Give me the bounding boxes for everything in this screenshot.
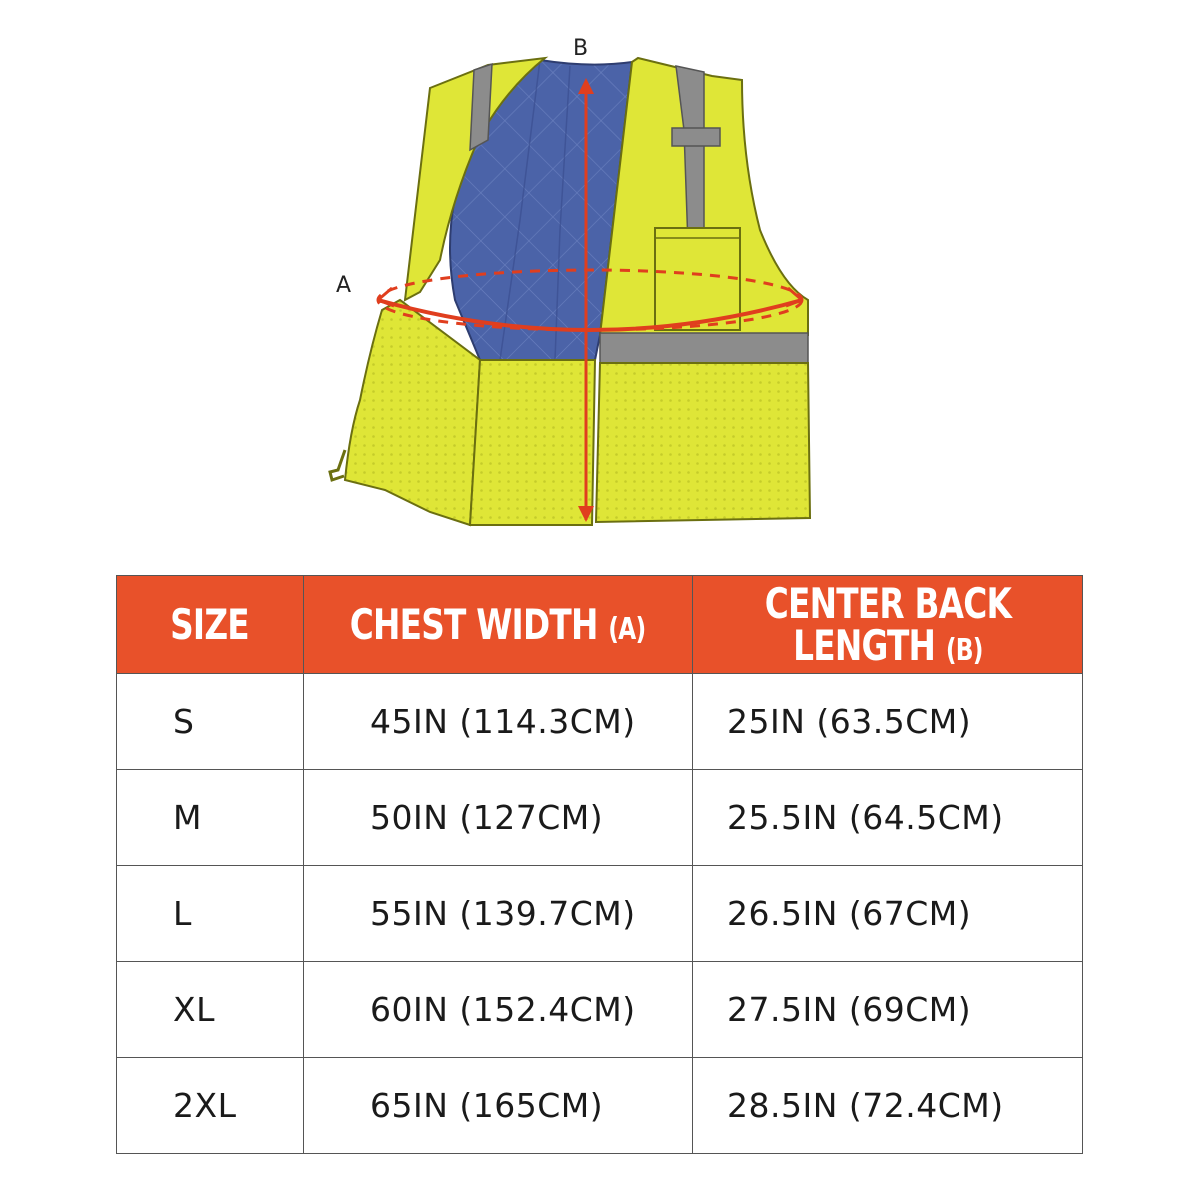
table-row — [117, 866, 1083, 962]
table-row — [117, 1058, 1083, 1154]
cell-size: M — [117, 770, 304, 866]
cell-size: S — [117, 674, 304, 770]
size-chart-table — [116, 575, 1083, 1154]
reflective-stripe-left-vertical — [470, 64, 492, 150]
header-chest-sub: (A) — [608, 611, 646, 647]
table-row — [117, 674, 1083, 770]
header-size-label: SIZE — [170, 599, 250, 649]
cell-chest-width: 45IN (114.3CM) — [304, 674, 693, 770]
measure-label-a: A — [336, 273, 352, 298]
cell-size: L — [117, 866, 304, 962]
cell-size: 2XL — [117, 1058, 304, 1154]
header-chest-label: CHEST WIDTH — [350, 599, 599, 649]
vest-right-lower-mesh — [596, 363, 810, 522]
cell-chest-width: 55IN (139.7CM) — [304, 866, 693, 962]
cell-back-length: 26.5IN (67CM) — [693, 866, 1083, 962]
cell-back-length: 27.5IN (69CM) — [693, 962, 1083, 1058]
cell-chest-width: 60IN (152.4CM) — [304, 962, 693, 1058]
header-chest-width — [304, 576, 693, 674]
table-header-row — [117, 576, 1083, 674]
measure-label-b: B — [573, 36, 589, 61]
badge-tab — [672, 128, 720, 146]
vest-left-lower-mesh — [345, 300, 480, 525]
cell-size: XL — [117, 962, 304, 1058]
header-back-line2: LENGTH — [792, 620, 935, 670]
header-back-line1: CENTER BACK — [764, 579, 1011, 629]
header-back-sub: (B) — [945, 632, 983, 668]
zipper-pull — [330, 450, 345, 480]
table-row — [117, 962, 1083, 1058]
table-row — [117, 770, 1083, 866]
reflective-stripe-horizontal — [600, 333, 808, 363]
cell-chest-width: 50IN (127CM) — [304, 770, 693, 866]
cell-chest-width: 65IN (165CM) — [304, 1058, 693, 1154]
header-size — [117, 576, 304, 674]
vest-illustration — [0, 0, 1200, 560]
chest-pocket — [655, 228, 740, 330]
cell-back-length: 25.5IN (64.5CM) — [693, 770, 1083, 866]
header-center-back-length — [693, 576, 1083, 674]
cell-back-length: 25IN (63.5CM) — [693, 674, 1083, 770]
cell-back-length: 28.5IN (72.4CM) — [693, 1058, 1083, 1154]
